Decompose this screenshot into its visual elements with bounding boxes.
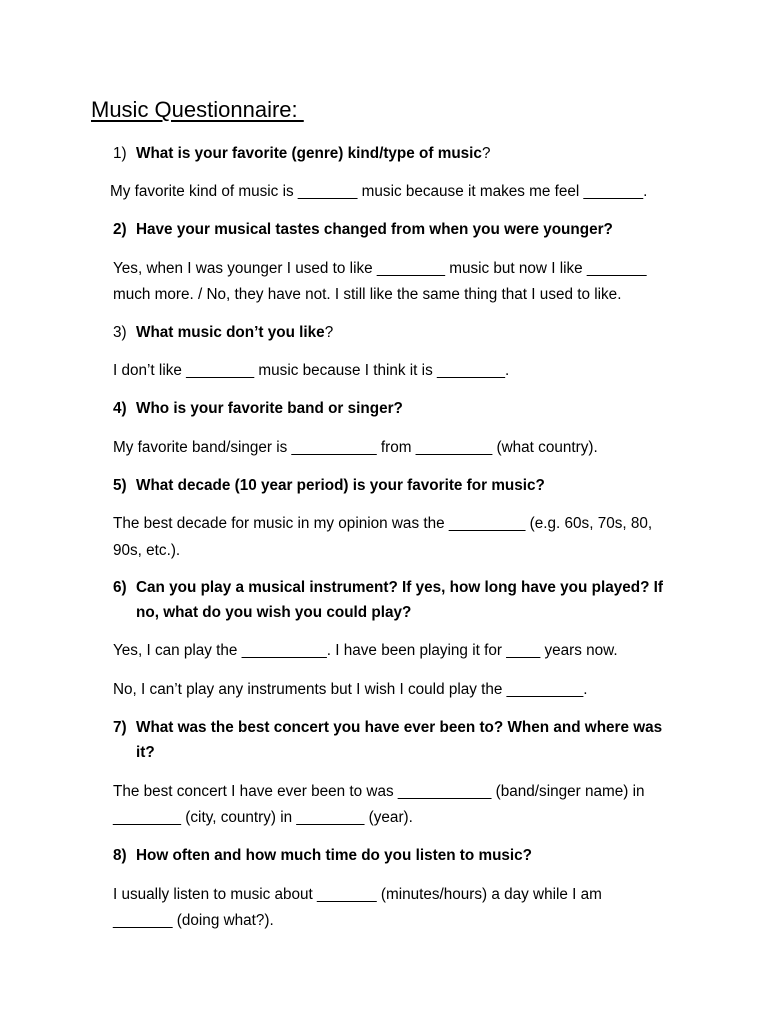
question-1-number: 1) (113, 145, 127, 162)
question-8-line-1: How often and how much time do you listen to music? (136, 847, 533, 864)
answer-1-line-1: My favorite kind of music is _______ music because it makes me feel _______. (110, 183, 648, 200)
answer-5-line-2: 90s, etc.). (113, 542, 181, 559)
question-3-number: 3) (113, 324, 127, 341)
answer-6-line-1: Yes, I can play the __________. I have been playing it for ____ years now. (113, 642, 618, 659)
answer-8-line-1: I usually listen to music about _______ (minutes/hours) a day while I am (113, 886, 602, 903)
question-2-number: 2) (113, 221, 127, 238)
answer-3-line-1: I don’t like ________ music because I think it is ________. (113, 362, 510, 379)
question-3-text (136, 323, 333, 343)
question-3-label: What music don’t you like (136, 324, 325, 341)
answer-2-line-1: Yes, when I was younger I used to like ________ music but now I like _______ (113, 260, 647, 277)
question-6-number: 6) (113, 579, 127, 596)
question-5-number: 5) (113, 477, 127, 494)
answer-5-line-1: The best decade for music in my opinion was the _________ (e.g. 60s, 70s, 80, (113, 515, 653, 532)
question-7-line-2: it? (136, 744, 155, 761)
question-4-number: 4) (113, 400, 127, 417)
question-1-mark: ? (481, 145, 491, 162)
question-1-text (136, 144, 490, 164)
question-1-label: What is your favorite (genre) kind/type of music (136, 145, 482, 162)
question-2-line-1: Have your musical tastes changed from when you were younger? (136, 221, 613, 238)
question-8-number: 8) (113, 847, 127, 864)
answer-7-line-2: ________ (city, country) in ________ (year). (113, 809, 413, 826)
page-title: Music Questionnaire: (91, 97, 304, 122)
question-5-line-1: What decade (10 year period) is your favorite for music? (136, 477, 545, 494)
question-4-line-1: Who is your favorite band or singer? (136, 400, 403, 417)
answer-6-line-2: No, I can’t play any instruments but I wish I could play the _________. (113, 681, 588, 698)
answer-8-line-2: _______ (doing what?). (113, 912, 274, 929)
answer-4-line-1: My favorite band/singer is __________ from _________ (what country). (113, 439, 598, 456)
question-7-number: 7) (113, 719, 127, 736)
question-3-mark: ? (324, 324, 334, 341)
answer-2-line-2: much more. / No, they have not. I still like the same thing that I used to like. (113, 286, 622, 303)
question-6-line-1: Can you play a musical instrument? If yes, how long have you played? If (136, 579, 664, 596)
answer-7-line-1: The best concert I have ever been to was ___________ (band/singer name) in (113, 783, 645, 800)
question-7-line-1: What was the best concert you have ever been to? When and where was (136, 719, 663, 736)
question-6-line-2: no, what do you wish you could play? (136, 604, 412, 621)
